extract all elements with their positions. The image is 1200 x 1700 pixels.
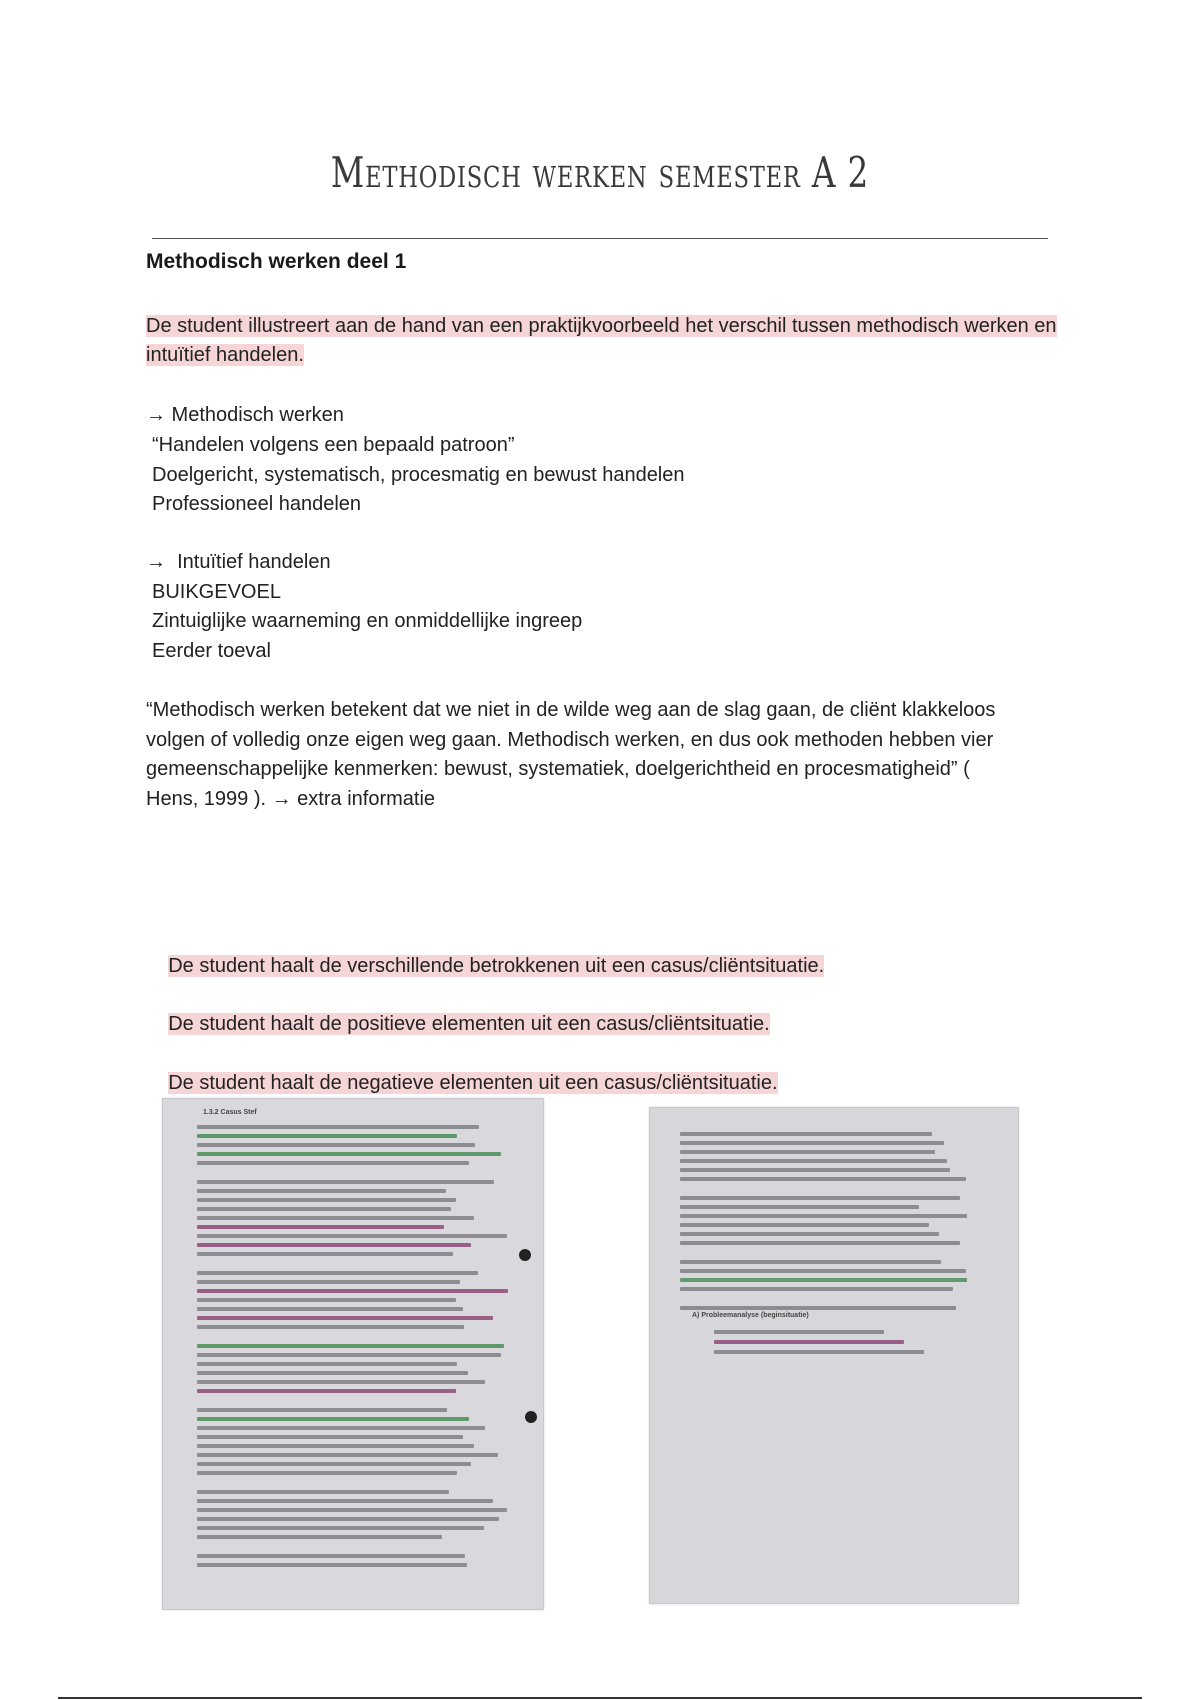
photo-text-line — [197, 1371, 468, 1375]
photo-text-line — [197, 1243, 471, 1247]
photo-text-line — [680, 1132, 932, 1136]
photo-text-line — [197, 1189, 446, 1193]
photo-text-line — [197, 1216, 474, 1220]
photo-bullet-line — [714, 1350, 924, 1354]
photo-text-line — [197, 1225, 444, 1229]
photo-text-line — [680, 1159, 947, 1163]
intuitief-line: BUIKGEVOEL — [152, 581, 281, 603]
photo-text-line — [197, 1325, 464, 1329]
photo-text-line — [197, 1316, 493, 1320]
photo-text-line — [197, 1471, 457, 1475]
photo-text-line — [680, 1168, 950, 1172]
photo-text-line — [197, 1444, 474, 1448]
section-heading: Methodisch werken deel 1 — [146, 250, 407, 273]
photo-text-line — [197, 1499, 493, 1503]
photo-bullet-line — [714, 1330, 884, 1334]
methodisch-line: Doelgericht, systematisch, procesmatig en bewust handelen — [152, 464, 685, 486]
objective-illustrate — [146, 312, 1066, 370]
intuitief-heading: → Intuïtief handelen — [146, 551, 331, 573]
punch-hole — [525, 1411, 537, 1423]
photo-text-line — [680, 1278, 967, 1282]
methodisch-heading: → Methodisch werken — [146, 404, 344, 426]
photo-text-line — [680, 1306, 956, 1310]
bottom-divider — [58, 1697, 1142, 1699]
photo-text-line — [197, 1344, 504, 1348]
methodisch-line: Professioneel handelen — [152, 493, 362, 515]
photo-text-line — [197, 1563, 467, 1567]
photo-text-line — [197, 1554, 465, 1558]
photo-text-line — [680, 1223, 929, 1227]
photo-text-line — [680, 1214, 967, 1218]
photo-text-line — [197, 1180, 494, 1184]
photo-text-line — [197, 1289, 508, 1293]
photo-text-line — [197, 1408, 447, 1412]
photo-text-line — [197, 1435, 463, 1439]
photo-text-line — [680, 1232, 939, 1236]
photo-text-line — [197, 1125, 479, 1129]
photo-text-line — [197, 1271, 478, 1275]
objective-negatief-text: De student haalt de negatieve elementen uit een casus/cliëntsituatie. — [168, 1072, 778, 1094]
photo-text-line — [680, 1141, 944, 1145]
document-title: Methodisch werken semester A 2 — [330, 148, 870, 197]
photo-text-line — [680, 1260, 941, 1264]
photo-text-line — [197, 1298, 456, 1302]
objective-illustrate-text: De student illustreert aan de hand van een praktijkvoorbeeld het verschil tussen methodisch werken en intuïtief handelen. — [146, 315, 1057, 366]
photo-text-line — [197, 1426, 485, 1430]
intuitief-line: Zintuiglijke waarneming en onmiddellijke ingreep — [152, 610, 583, 632]
photo-text-line — [680, 1150, 935, 1154]
photo-text-line — [197, 1389, 456, 1393]
casus-photo-left — [162, 1098, 544, 1610]
punch-hole — [519, 1249, 531, 1261]
photo-text-line — [680, 1241, 960, 1245]
quote-paragraph: “Methodisch werken betekent dat we niet in de wilde weg aan de slag gaan, de cliënt klakkeloos volgen of volledig onze eigen weg gaan. Methodisch werken, en dus ook methoden hebben vier gemeenschappelijke kenmerken: bewust, systematiek, doelgerichtheid en procesmatigheid” ( Hens, 1999 ). → extra informatie — [146, 699, 996, 810]
photo-text-line — [197, 1508, 507, 1512]
photo-text-line — [197, 1143, 475, 1147]
photo-text-line — [680, 1205, 919, 1209]
photo-text-line — [197, 1307, 463, 1311]
objective-positief-text: De student haalt de positieve elementen uit een casus/cliëntsituatie. — [168, 1013, 770, 1035]
photo-text-line — [197, 1134, 457, 1138]
photo-text-line — [197, 1380, 485, 1384]
photo-text-line — [197, 1280, 460, 1284]
photo-text-line — [197, 1252, 453, 1256]
photo-text-line — [680, 1287, 953, 1291]
photo-text-line — [680, 1177, 966, 1181]
photo-text-line — [197, 1517, 499, 1521]
methodisch-line: “Handelen volgens een bepaald patroon” — [152, 434, 515, 456]
photo-text-line — [680, 1196, 960, 1200]
photo-text-line — [197, 1161, 469, 1165]
title-divider — [152, 238, 1048, 239]
photo-text-line — [197, 1453, 498, 1457]
photo-text-line — [197, 1535, 442, 1539]
photo-caption-left: 1.3.2 Casus Stef — [203, 1109, 257, 1116]
photo-text-line — [197, 1234, 507, 1238]
photo-text-line — [197, 1462, 471, 1466]
photo-text-line — [197, 1207, 451, 1211]
photo-text-line — [197, 1490, 449, 1494]
photo-text-line — [197, 1152, 501, 1156]
photo-text-line — [197, 1353, 501, 1357]
photo-text-line — [680, 1269, 966, 1273]
photo-bullet-line — [714, 1340, 904, 1344]
photo-text-line — [197, 1526, 484, 1530]
casus-photo-right — [649, 1107, 1019, 1604]
objective-betrokkenen-text: De student haalt de verschillende betrokkenen uit een casus/cliëntsituatie. — [168, 955, 825, 977]
photo-text-line — [197, 1417, 469, 1421]
photo-caption-right: A) Probleemanalyse (beginsituatie) — [692, 1312, 809, 1319]
photo-text-line — [197, 1362, 457, 1366]
photo-text-line — [197, 1198, 456, 1202]
intuitief-line: Eerder toeval — [152, 640, 271, 662]
